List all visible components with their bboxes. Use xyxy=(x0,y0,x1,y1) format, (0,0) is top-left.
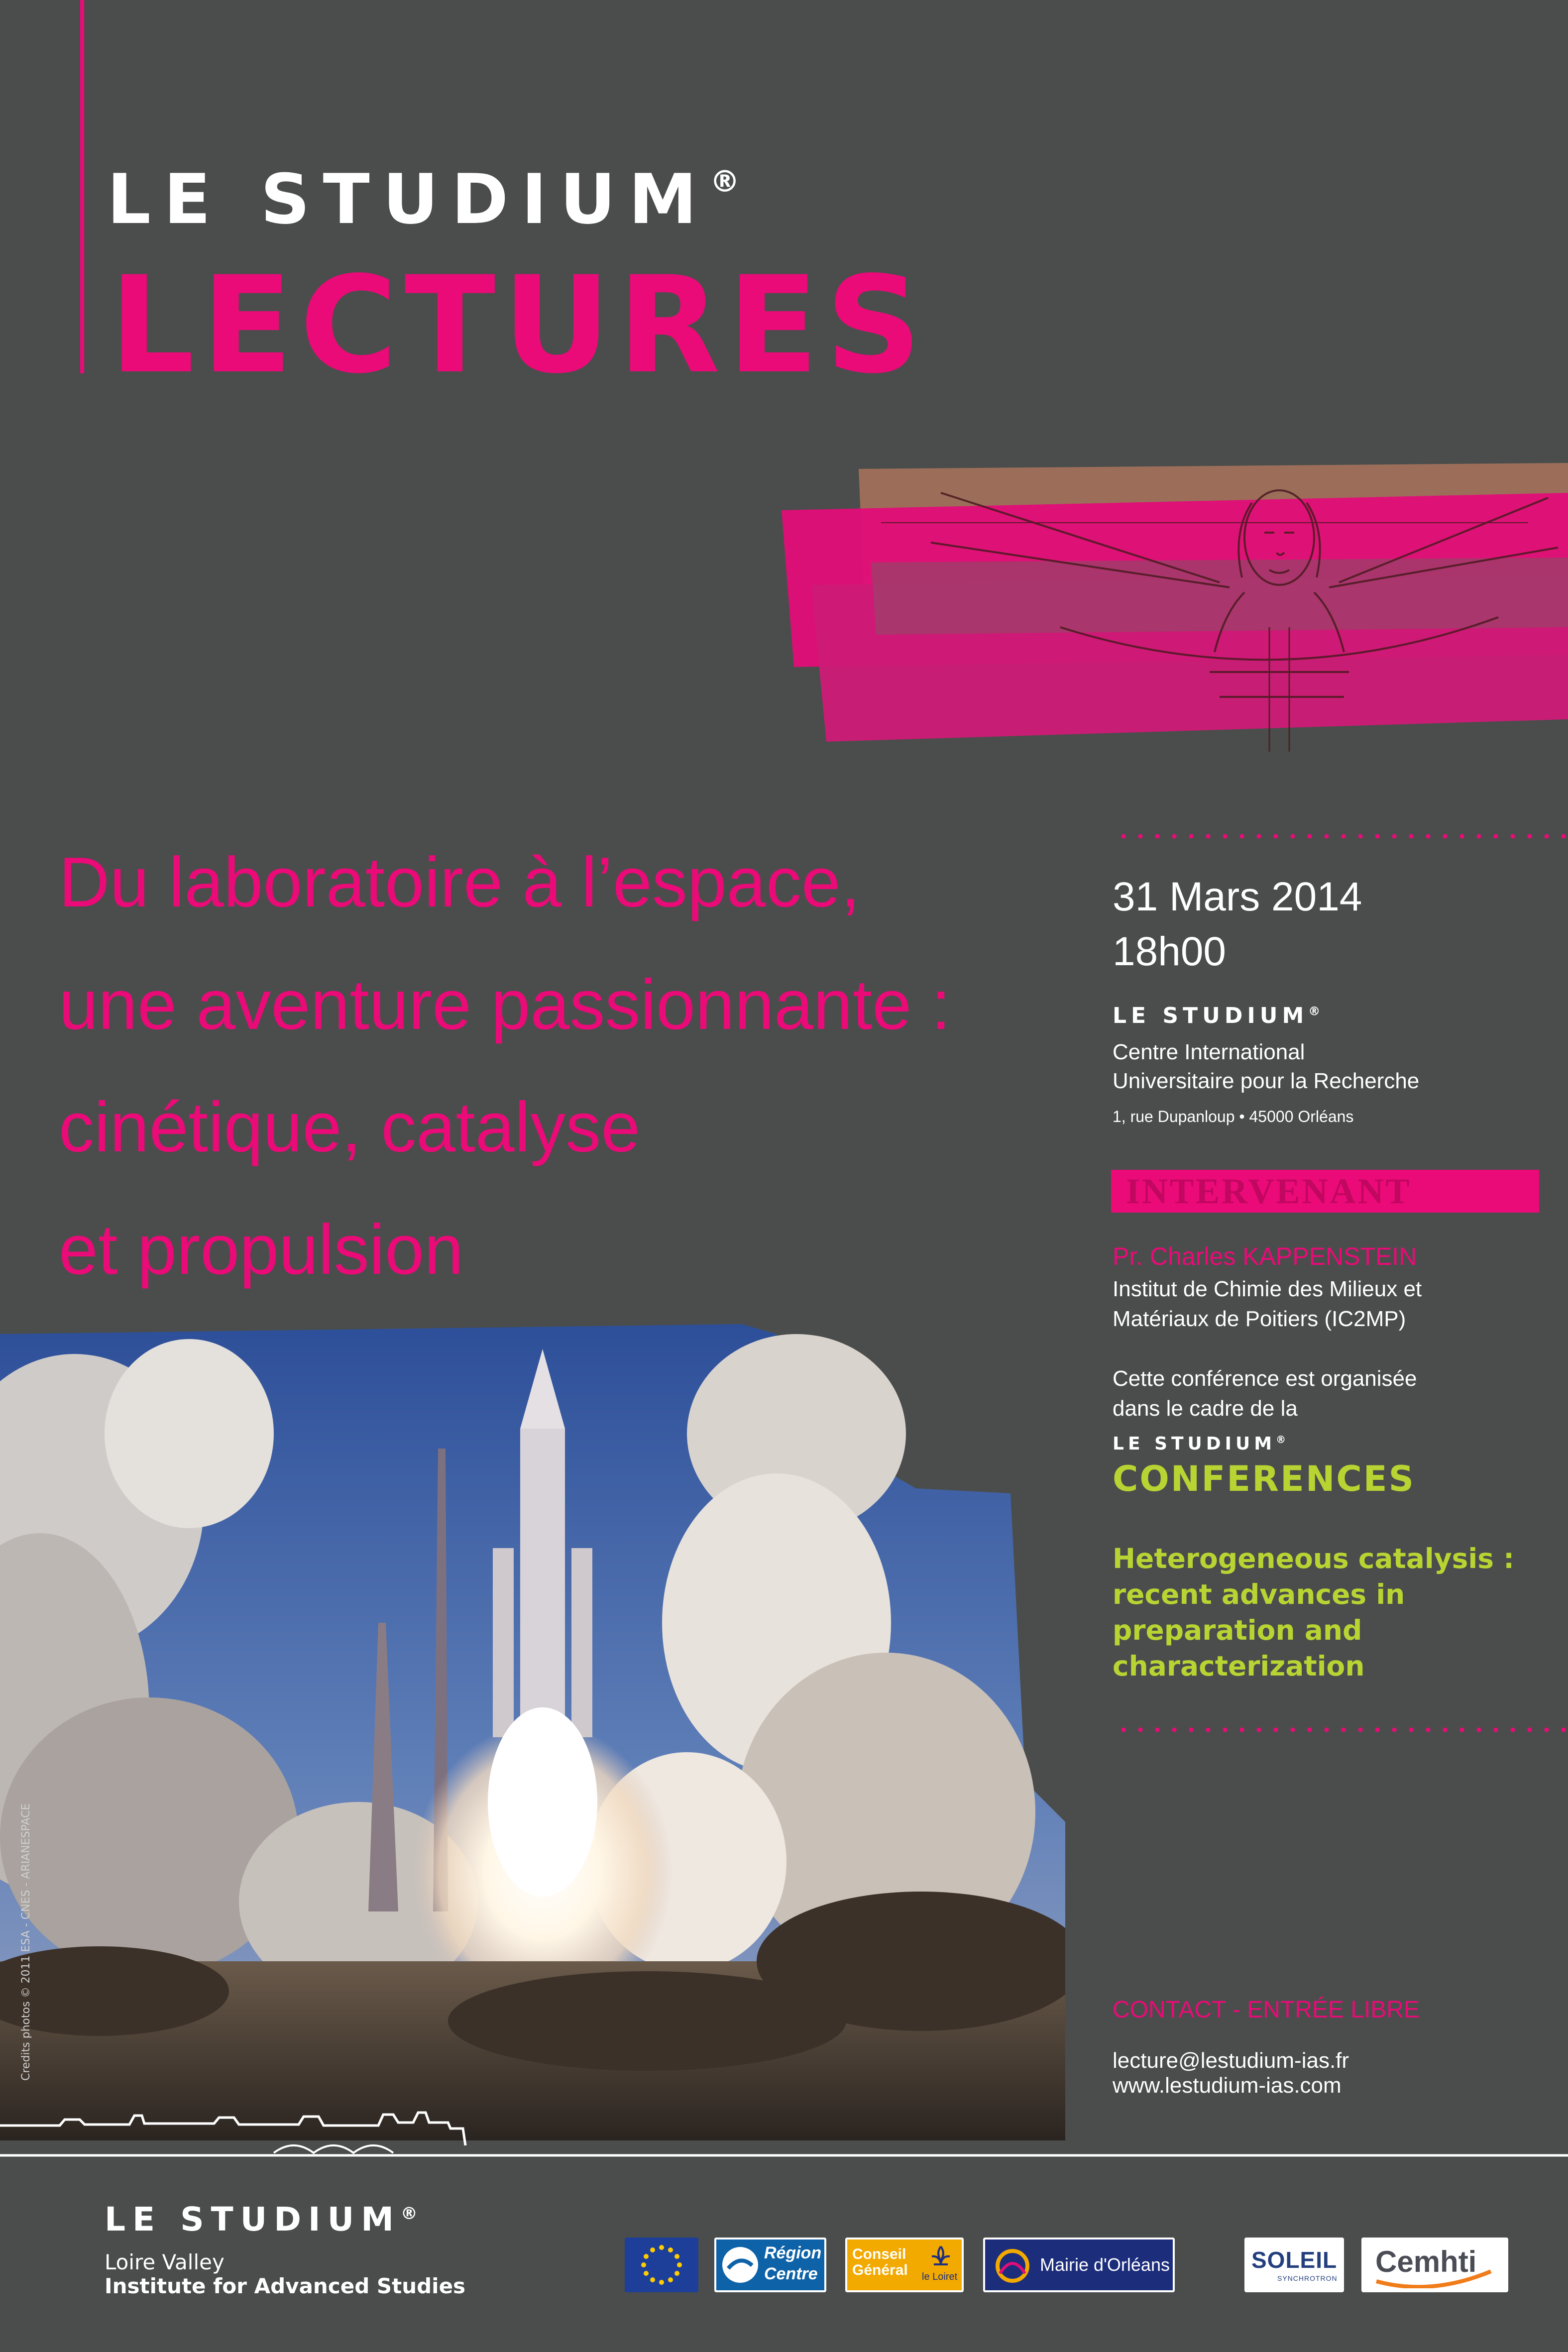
venue-name xyxy=(1113,1038,1419,1096)
conference-note-line: Cette conférence est organisée xyxy=(1113,1366,1417,1391)
orleans-skyline-outline xyxy=(0,2111,1568,2170)
venue-brand: LE STUDIUM® xyxy=(1113,1003,1321,1028)
conference-topic-line: Heterogeneous catalysis : xyxy=(1113,1543,1515,1574)
talk-title-line: Du laboratoire à l’espace, xyxy=(59,843,861,922)
venue-address: 1, rue Dupanloup • 45000 Orléans xyxy=(1113,1108,1354,1125)
talk-title xyxy=(59,821,1079,1311)
talk-title-line: et propulsion xyxy=(59,1210,464,1289)
venue-name-line: Centre International xyxy=(1113,1040,1305,1064)
conseil-general-logo xyxy=(845,2238,964,2292)
header-brand: LE STUDIUM® xyxy=(107,159,740,239)
cemhti-logo xyxy=(1361,2238,1508,2292)
speaker-institution xyxy=(1113,1274,1422,1334)
speaker-heading: INTERVENANT xyxy=(1126,1171,1412,1211)
event-date: 31 Mars 2014 xyxy=(1113,874,1362,919)
region-centre-logo xyxy=(714,2238,826,2292)
conseil-general-text: Conseil Général xyxy=(852,2246,908,2278)
accent-line xyxy=(80,0,84,373)
soleil-synchrotron-logo xyxy=(1244,2238,1344,2292)
rocket-launch-photo xyxy=(0,1314,1065,2140)
fleur-de-lis-icon xyxy=(931,2245,951,2269)
region-centre-text: Région Centre xyxy=(764,2243,822,2283)
conference-topic-line: characterization xyxy=(1113,1650,1365,1682)
eu-flag-logo xyxy=(625,2238,698,2292)
city-emblem-icon xyxy=(990,2243,1035,2288)
dotted-divider xyxy=(1115,834,1568,839)
conference-brand: LE STUDIUM® xyxy=(1113,1434,1286,1454)
footer-institute: Institute for Advanced Studies xyxy=(105,2274,466,2298)
cemhti-text: Cemhti xyxy=(1375,2245,1477,2278)
vitruvian-banner-image xyxy=(782,463,1568,762)
lectures-title: LECTURES xyxy=(110,248,929,403)
conference-topic xyxy=(1113,1541,1514,1684)
contact-email-link[interactable]: lecture@lestudium-ias.fr xyxy=(1113,2048,1349,2073)
photo-credit: Credits photos © 2011 ESA - CNES - ARIANESPACE xyxy=(20,1803,32,2081)
speaker-institution-line: Institut de Chimie des Milieux et xyxy=(1113,1277,1422,1301)
mairie-orleans-logo xyxy=(983,2238,1175,2292)
dotted-divider xyxy=(1115,1727,1568,1732)
le-loiret-text: le Loiret xyxy=(922,2271,958,2282)
soleil-text: SOLEIL xyxy=(1251,2247,1338,2273)
footer-brand: LE STUDIUM® xyxy=(105,2200,418,2239)
speaker-name: Pr. Charles KAPPENSTEIN xyxy=(1113,1242,1417,1270)
conference-topic-line: preparation and xyxy=(1113,1614,1362,1646)
talk-title-line: cinétique, catalyse xyxy=(59,1088,641,1167)
mairie-orleans-text: Mairie d'Orléans xyxy=(1040,2254,1170,2275)
conference-note xyxy=(1113,1364,1417,1424)
talk-title-line: une aventure passionnante : xyxy=(59,965,951,1044)
venue-name-line: Universitaire pour la Recherche xyxy=(1113,1069,1420,1093)
conference-topic-line: recent advances in xyxy=(1113,1578,1405,1610)
event-time: 18h00 xyxy=(1113,929,1227,974)
footer-tagline: Loire Valley xyxy=(105,2250,224,2274)
conference-note-line: dans le cadre de la xyxy=(1113,1396,1298,1421)
speaker-institution-line: Matériaux de Poitiers (IC2MP) xyxy=(1113,1307,1406,1331)
conference-series: CONFERENCES xyxy=(1113,1458,1416,1499)
contact-heading: CONTACT - ENTRÉE LIBRE xyxy=(1113,1997,1420,2023)
contact-website-link[interactable]: www.lestudium-ias.com xyxy=(1113,2073,1342,2098)
synchrotron-text: SYNCHROTRON xyxy=(1277,2274,1338,2282)
